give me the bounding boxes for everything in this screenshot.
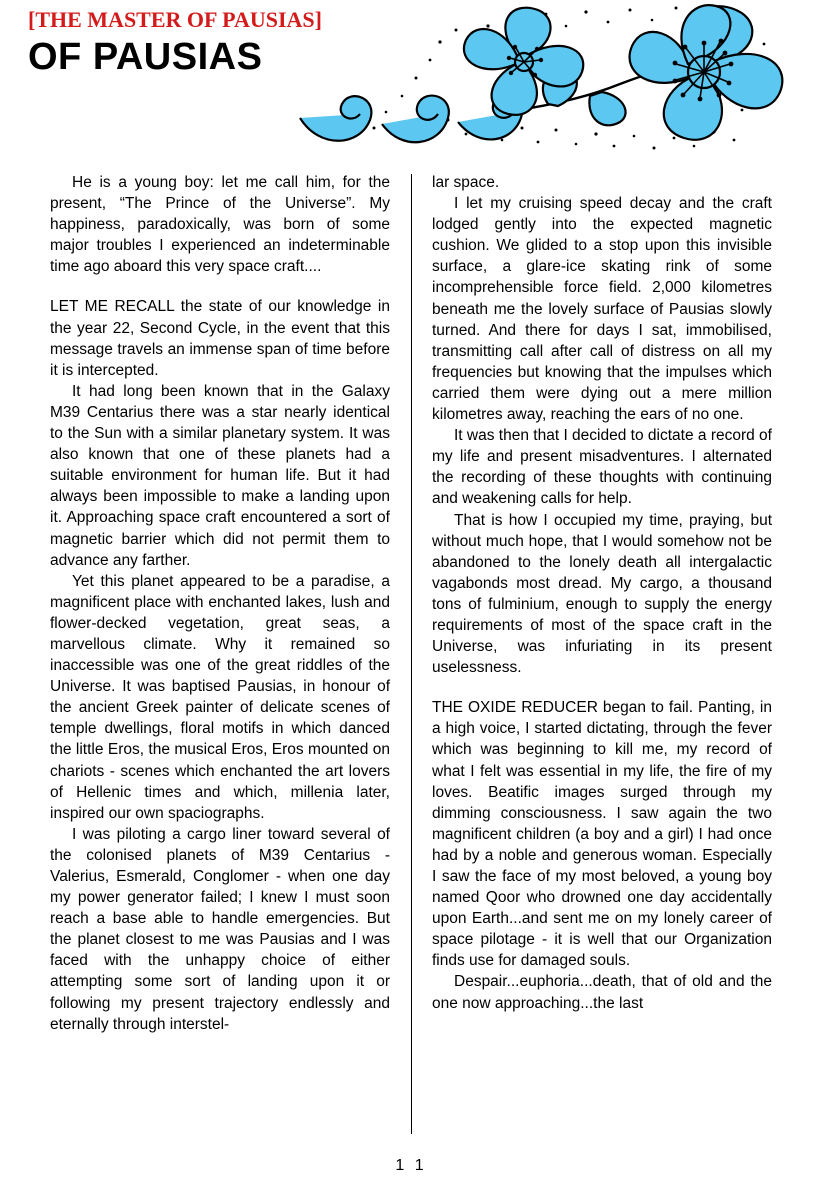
right-column [432, 172, 772, 1014]
paragraph: lar space. [432, 174, 500, 191]
paragraph: I was piloting a cargo liner toward several of the colonised planets of M39 Centarius - Valerius, Esmerald, Conglomer - when one day my power generator failed; I knew I must soon reach a base able to handle emergencies. But the planet closest to me was Pausias and I was faced with the unhappy choice of either attempting some sort of landing upon it or following my present trajectory endlessly and eternally through interstel- [50, 825, 390, 1033]
paragraph: LET ME RECALL the state of our knowledge in the year 22, Second Cycle, in the event that this message travels an immense span of time before it is intercepted. [50, 298, 390, 379]
blue-flowers-ornament [290, 0, 790, 155]
column-divider [411, 174, 412, 1134]
paragraph: He is a young boy: let me call him, for the present, “The Prince of the Universe”. My happiness, paradoxically, was born of some major troubles I experienced an indeterminable time ago aboard this very space craft.... [50, 174, 390, 276]
page-number: 1 1 [395, 1157, 427, 1174]
paragraph: It was then that I decided to dictate a record of my life and present misadventures. I alternated the recording of these thoughts with continuing and weakening calls for help. [432, 427, 772, 508]
paragraph: That is how I occupied my time, praying, but without much hope, that I would somehow not be abandoned to the lonely death all intergalactic vagabonds most dread. My cargo, a thousand tons of fulminium, enough to supply the energy requirements of most of the space craft in the Universe, was infuriating in its present uselessness. [432, 511, 772, 677]
article-columns [50, 172, 772, 1152]
running-head: [THE MASTER OF PAUSIAS] [28, 7, 322, 32]
paragraph: Despair...euphoria...death, that of old and the one now approaching...the last [432, 973, 772, 1012]
paragraph: I let my cruising speed decay and the craft lodged gently into the expected magnetic cushion. We glided to a stop upon this invisible surface, a glare-ice skating rink of some incomprehensible force field. 2,000 kilometres beneath me the lovely surface of Pausias slowly turned. And there for days I sat, immobilised, transmitting call after call of distress on all my frequencies but knowing that the impulses which carried them were dying out a mere million kilometres away, reaching the ears of no one. [432, 195, 772, 424]
paragraph: Yet this planet appeared to be a paradise, a magnificent place with enchanted lakes, lush and flower-decked vegetation, great seas, a marvellous climate. Why it remained so inaccessible was one of the great riddles of the Universe. It was baptised Pausias, in honour of the ancient Greek painter of delicate scenes of temple dwellings, floral motifs in which danced the little Eros, the musical Eros, Eros mounted on chariots - scenes which enchanted the art lovers of Hellenic times and which, millenia later, inspired our own spaciographs. [50, 572, 390, 822]
paragraph: It had long been known that in the Galaxy M39 Centarius there was a star nearly identical to the Sun with a similar planetary system. It was also known that one of these planets had a suitable environment for human life. But it had always been impossible to make a landing upon it. Approaching space craft encountered a sort of magnetic barrier which did not permit them to advance any farther. [50, 382, 390, 569]
left-column [50, 172, 390, 1035]
page-title: OF PAUSIAS [28, 36, 263, 78]
paragraph: THE OXIDE REDUCER began to fail. Panting, in a high voice, I started dictating, through the fever which was beginning to kill me, my record of what I felt was essential in my life, the fire of my loves. Beatific images surged through my dimming consciousness. I saw again the two magnificent children (a boy and a girl) I had once had by a noble and generous woman. Especially I saw the face of my most beloved, a young boy named Qoor who drowned one day accidentally upon Earth...and sent me on my lonely career of space pilotage - it is well that our Organization finds use for damaged souls. [432, 699, 772, 970]
